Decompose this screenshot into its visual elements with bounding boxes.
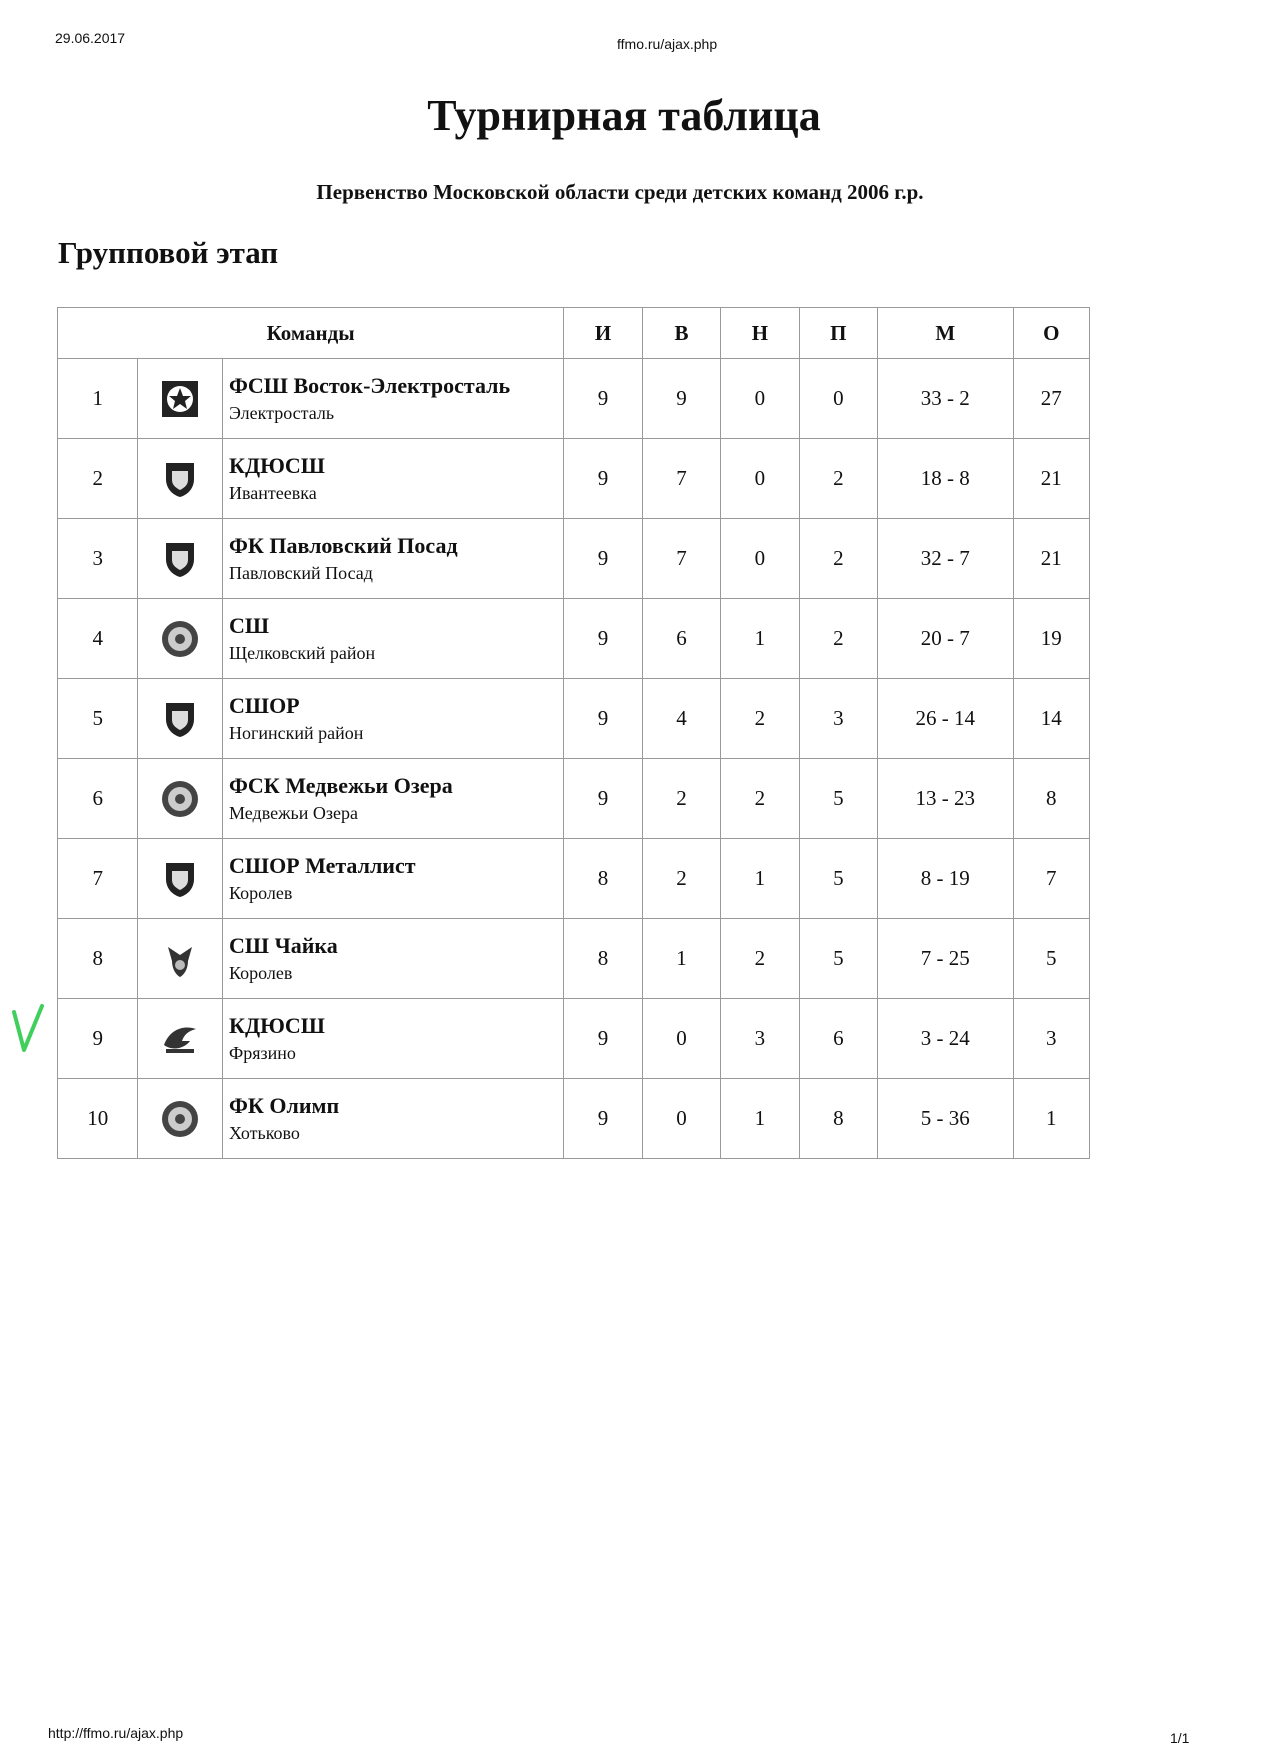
team-cell: [223, 679, 564, 759]
goals-cell: 18 - 8: [878, 439, 1013, 519]
crest-cell: [138, 759, 223, 839]
points-cell: 8: [1013, 759, 1089, 839]
lost-cell: 3: [799, 679, 877, 759]
crest-shield-icon: [160, 709, 200, 726]
played-cell: 8: [564, 839, 642, 919]
col-header-points: О: [1013, 308, 1089, 359]
crest-round-icon: [160, 789, 200, 806]
drawn-cell: 1: [721, 839, 799, 919]
table-row: [58, 359, 1090, 439]
drawn-cell: 0: [721, 519, 799, 599]
drawn-cell: 2: [721, 759, 799, 839]
crest-cell: [138, 919, 223, 999]
col-header-won: В: [642, 308, 720, 359]
col-header-teams: Команды: [58, 308, 564, 359]
crest-cell: [138, 439, 223, 519]
won-cell: 7: [642, 519, 720, 599]
table-row: [58, 759, 1090, 839]
team-cell: [223, 919, 564, 999]
points-cell: 19: [1013, 599, 1089, 679]
crest-round-icon: [160, 1109, 200, 1126]
team-cell: [223, 519, 564, 599]
drawn-cell: 1: [721, 599, 799, 679]
goals-cell: 3 - 24: [878, 999, 1013, 1079]
drawn-cell: 0: [721, 359, 799, 439]
team-name: СШОР: [229, 692, 300, 718]
lost-cell: 8: [799, 1079, 877, 1159]
team-city: Электросталь: [229, 402, 335, 423]
team-name: ФСШ Восток-Электросталь: [229, 372, 511, 398]
table-row: [58, 519, 1090, 599]
page-subtitle: Первенство Московской области среди детских команд 2006 г.р.: [316, 180, 924, 204]
points-cell: 1: [1013, 1079, 1089, 1159]
table-row: [58, 439, 1090, 519]
team-cell: [223, 359, 564, 439]
crest-cell: [138, 679, 223, 759]
drawn-cell: 1: [721, 1079, 799, 1159]
col-header-played: И: [564, 308, 642, 359]
position-cell: 8: [58, 919, 138, 999]
lost-cell: 2: [799, 519, 877, 599]
page-title: Турнирная таблица: [427, 91, 821, 140]
position-cell: 6: [58, 759, 138, 839]
position-cell: 3: [58, 519, 138, 599]
drawn-cell: 3: [721, 999, 799, 1079]
points-cell: 21: [1013, 439, 1089, 519]
crest-cell: [138, 1079, 223, 1159]
crest-cell: [138, 839, 223, 919]
section-heading: Групповой этап: [58, 235, 279, 270]
team-city: Королев: [229, 962, 293, 983]
goals-cell: 13 - 23: [878, 759, 1013, 839]
points-cell: 27: [1013, 359, 1089, 439]
team-cell: [223, 599, 564, 679]
team-city: Медвежьи Озера: [229, 802, 358, 823]
drawn-cell: 0: [721, 439, 799, 519]
goals-cell: 33 - 2: [878, 359, 1013, 439]
table-row: [58, 679, 1090, 759]
lost-cell: 5: [799, 839, 877, 919]
col-header-lost: П: [799, 308, 877, 359]
played-cell: 8: [564, 919, 642, 999]
lost-cell: 2: [799, 439, 877, 519]
played-cell: 9: [564, 439, 642, 519]
team-cell: [223, 839, 564, 919]
print-url: ffmo.ru/ajax.php: [617, 36, 718, 52]
team-name: СШ Чайка: [229, 932, 338, 958]
team-name: КДЮСШ: [229, 1012, 325, 1038]
handwritten-checkmark-icon: [10, 1000, 46, 1060]
crest-cell: [138, 599, 223, 679]
lost-cell: 0: [799, 359, 877, 439]
col-header-drawn: Н: [721, 308, 799, 359]
crest-bird-icon: [160, 949, 200, 966]
position-cell: 5: [58, 679, 138, 759]
standings-table: [57, 307, 1090, 1159]
lost-cell: 5: [799, 759, 877, 839]
team-city: Щелковский район: [229, 642, 376, 663]
won-cell: 4: [642, 679, 720, 759]
print-date: 29.06.2017: [55, 30, 126, 46]
table-row: [58, 1079, 1090, 1159]
team-name: ФК Олимп: [229, 1092, 340, 1118]
position-cell: 7: [58, 839, 138, 919]
won-cell: 1: [642, 919, 720, 999]
won-cell: 0: [642, 999, 720, 1079]
won-cell: 0: [642, 1079, 720, 1159]
goals-cell: 32 - 7: [878, 519, 1013, 599]
table-row: [58, 839, 1090, 919]
footer-page-count: 1/1: [1170, 1730, 1190, 1746]
position-cell: 9: [58, 999, 138, 1079]
played-cell: 9: [564, 759, 642, 839]
points-cell: 5: [1013, 919, 1089, 999]
points-cell: 7: [1013, 839, 1089, 919]
team-city: Ногинский район: [229, 722, 364, 743]
played-cell: 9: [564, 679, 642, 759]
points-cell: 14: [1013, 679, 1089, 759]
team-name: СШОР Металлист: [229, 852, 416, 878]
crest-star-icon: [160, 389, 200, 406]
lost-cell: 2: [799, 599, 877, 679]
team-name: КДЮСШ: [229, 452, 325, 478]
team-city: Хотьково: [229, 1122, 300, 1143]
lost-cell: 5: [799, 919, 877, 999]
goals-cell: 26 - 14: [878, 679, 1013, 759]
goals-cell: 20 - 7: [878, 599, 1013, 679]
table-row: [58, 919, 1090, 999]
played-cell: 9: [564, 359, 642, 439]
crest-cell: [138, 359, 223, 439]
position-cell: 2: [58, 439, 138, 519]
points-cell: 21: [1013, 519, 1089, 599]
team-city: Ивантеевка: [229, 482, 317, 503]
table-row: [58, 999, 1090, 1079]
team-cell: [223, 999, 564, 1079]
team-cell: [223, 439, 564, 519]
crest-round-icon: [160, 629, 200, 646]
team-cell: [223, 759, 564, 839]
crest-shield-icon: [160, 549, 200, 566]
position-cell: 1: [58, 359, 138, 439]
position-cell: 10: [58, 1079, 138, 1159]
col-header-goals: М: [878, 308, 1013, 359]
crest-shield-icon: [160, 469, 200, 486]
goals-cell: 7 - 25: [878, 919, 1013, 999]
position-cell: 4: [58, 599, 138, 679]
footer-url: http://ffmo.ru/ajax.php: [48, 1725, 184, 1741]
played-cell: 9: [564, 519, 642, 599]
team-city: Фрязино: [229, 1042, 296, 1063]
lost-cell: 6: [799, 999, 877, 1079]
team-name: СШ: [229, 612, 270, 638]
played-cell: 9: [564, 999, 642, 1079]
team-city: Королев: [229, 882, 293, 903]
table-header-row: [58, 308, 1090, 359]
team-cell: [223, 1079, 564, 1159]
goals-cell: 8 - 19: [878, 839, 1013, 919]
crest-cell: [138, 519, 223, 599]
crest-wing-icon: [160, 1029, 200, 1046]
won-cell: 7: [642, 439, 720, 519]
crest-shield-icon: [160, 869, 200, 886]
table-row: [58, 599, 1090, 679]
drawn-cell: 2: [721, 679, 799, 759]
played-cell: 9: [564, 599, 642, 679]
won-cell: 9: [642, 359, 720, 439]
points-cell: 3: [1013, 999, 1089, 1079]
played-cell: 9: [564, 1079, 642, 1159]
team-name: ФК Павловский Посад: [229, 532, 458, 558]
won-cell: 2: [642, 839, 720, 919]
team-name: ФСК Медвежьи Озера: [229, 772, 453, 798]
goals-cell: 5 - 36: [878, 1079, 1013, 1159]
crest-cell: [138, 999, 223, 1079]
won-cell: 6: [642, 599, 720, 679]
team-city: Павловский Посад: [229, 562, 373, 583]
won-cell: 2: [642, 759, 720, 839]
drawn-cell: 2: [721, 919, 799, 999]
